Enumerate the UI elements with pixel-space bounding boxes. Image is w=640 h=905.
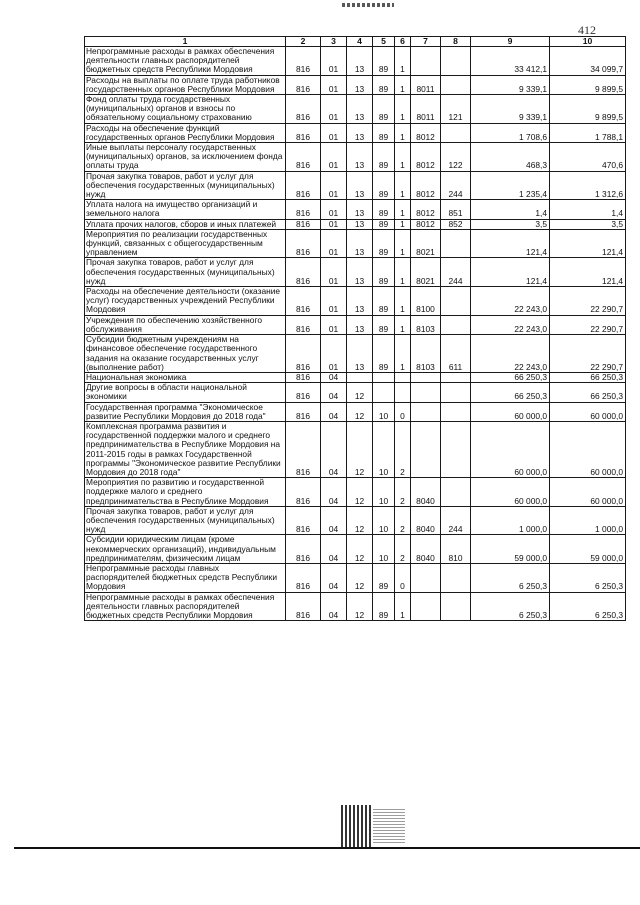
amount-year-2: 66 250,3 <box>550 372 626 382</box>
amount-year-1: 60 000,0 <box>471 478 550 507</box>
table-row <box>85 421 626 477</box>
table-header-row <box>85 37 626 47</box>
budget-code-target: 8103 <box>411 335 441 373</box>
budget-code-subsection: 13 <box>347 75 373 94</box>
amount-year-2: 60 000,0 <box>550 478 626 507</box>
row-description: Национальная экономика <box>85 372 286 382</box>
budget-code-expense-type <box>441 229 471 258</box>
amount-year-2: 470,6 <box>550 143 626 172</box>
budget-code-target <box>411 421 441 477</box>
budget-code-subsection: 13 <box>347 123 373 142</box>
amount-year-2: 9 899,5 <box>550 95 626 124</box>
budget-code-expense-type <box>441 402 471 421</box>
amount-year-2: 60 000,0 <box>550 402 626 421</box>
budget-code-expense-type: 852 <box>441 219 471 229</box>
budget-code-target: 8040 <box>411 478 441 507</box>
budget-code-subsection: 13 <box>347 335 373 373</box>
row-description: Субсидии юридическим лицам (кроме некоммерческих организаций), индивидуальным предпринимателям, физическим лицам <box>85 535 286 564</box>
budget-code-section: 04 <box>321 372 347 382</box>
budget-code-section: 01 <box>321 75 347 94</box>
col-header: 1 <box>85 37 286 47</box>
budget-code-chapter: 816 <box>286 372 321 382</box>
budget-code-expense-type <box>441 563 471 592</box>
budget-code-target: 8011 <box>411 75 441 94</box>
budget-code-chapter: 816 <box>286 335 321 373</box>
amount-year-2: 60 000,0 <box>550 421 626 477</box>
row-description: Учреждения по обеспечению хозяйственного обслуживания <box>85 315 286 334</box>
row-description: Другие вопросы в области национальной экономики <box>85 383 286 402</box>
budget-code-chapter: 816 <box>286 506 321 535</box>
budget-code-expense-type: 810 <box>441 535 471 564</box>
budget-code-chapter: 816 <box>286 592 321 621</box>
table-row <box>85 143 626 172</box>
row-description: Прочая закупка товаров, работ и услуг для обеспечения государственных (муниципальных) нужд <box>85 258 286 287</box>
scan-stamp-mark <box>341 805 406 847</box>
scan-top-mark <box>342 3 394 7</box>
budget-code-target <box>411 383 441 402</box>
budget-code-section: 01 <box>321 258 347 287</box>
budget-code-chapter: 816 <box>286 478 321 507</box>
table-row <box>85 287 626 316</box>
table-row <box>85 315 626 334</box>
amount-year-1: 22 243,0 <box>471 315 550 334</box>
budget-code-subprogram: 2 <box>395 478 411 507</box>
budget-code-subsection: 13 <box>347 315 373 334</box>
amount-year-1: 1 000,0 <box>471 506 550 535</box>
budget-code-expense-type <box>441 372 471 382</box>
budget-code-expense-type: 851 <box>441 200 471 219</box>
row-description: Уплата налога на имущество организаций и земельного налога <box>85 200 286 219</box>
budget-code-section: 01 <box>321 200 347 219</box>
budget-code-subprogram: 1 <box>395 171 411 200</box>
table-row <box>85 335 626 373</box>
budget-code-chapter: 816 <box>286 219 321 229</box>
budget-code-program: 10 <box>373 421 395 477</box>
budget-code-subprogram <box>395 383 411 402</box>
budget-code-chapter: 816 <box>286 75 321 94</box>
budget-code-target: 8011 <box>411 95 441 124</box>
budget-code-target: 8012 <box>411 171 441 200</box>
budget-code-expense-type: 611 <box>441 335 471 373</box>
budget-code-expense-type: 244 <box>441 171 471 200</box>
table-row <box>85 592 626 621</box>
budget-code-chapter: 816 <box>286 200 321 219</box>
col-header: 7 <box>411 37 441 47</box>
amount-year-2: 22 290,7 <box>550 335 626 373</box>
budget-code-section: 01 <box>321 335 347 373</box>
budget-code-section: 01 <box>321 171 347 200</box>
budget-code-program: 89 <box>373 75 395 94</box>
amount-year-2: 1 312,6 <box>550 171 626 200</box>
budget-code-section: 01 <box>321 143 347 172</box>
amount-year-1: 60 000,0 <box>471 421 550 477</box>
budget-code-target: 8040 <box>411 506 441 535</box>
table-row <box>85 95 626 124</box>
budget-code-subsection: 12 <box>347 383 373 402</box>
budget-code-chapter: 816 <box>286 258 321 287</box>
table-row <box>85 478 626 507</box>
budget-code-section: 01 <box>321 315 347 334</box>
budget-code-section: 04 <box>321 421 347 477</box>
row-description: Непрограммные расходы в рамках обеспечения деятельности главных распорядителей бюджетных средств Республики Мордовия <box>85 47 286 76</box>
row-description: Комплексная программа развития и государственной поддержки малого и среднего предпринимательства в Республике Мордовия на 2011-2015 годы в рамках Государственной программы "Экономическое развитие Республики Мордовия до 2018 года" <box>85 421 286 477</box>
budget-code-expense-type <box>441 47 471 76</box>
row-description: Прочая закупка товаров, работ и услуг для обеспечения государственных (муниципальных) нужд <box>85 506 286 535</box>
amount-year-1: 33 412,1 <box>471 47 550 76</box>
col-header: 5 <box>373 37 395 47</box>
col-header: 9 <box>471 37 550 47</box>
budget-code-subprogram: 0 <box>395 563 411 592</box>
amount-year-2: 1 000,0 <box>550 506 626 535</box>
budget-code-expense-type: 244 <box>441 506 471 535</box>
amount-year-1: 9 339,1 <box>471 95 550 124</box>
budget-code-target <box>411 372 441 382</box>
table-row <box>85 47 626 76</box>
amount-year-2: 6 250,3 <box>550 592 626 621</box>
budget-code-program: 89 <box>373 171 395 200</box>
amount-year-2: 59 000,0 <box>550 535 626 564</box>
amount-year-2: 121,4 <box>550 258 626 287</box>
budget-code-program: 89 <box>373 287 395 316</box>
budget-code-section: 04 <box>321 592 347 621</box>
budget-code-expense-type <box>441 421 471 477</box>
budget-code-subsection: 13 <box>347 47 373 76</box>
budget-code-program: 89 <box>373 47 395 76</box>
budget-code-subprogram: 1 <box>395 287 411 316</box>
budget-code-subsection: 12 <box>347 535 373 564</box>
budget-code-expense-type <box>441 383 471 402</box>
budget-code-target: 8100 <box>411 287 441 316</box>
budget-code-subsection: 13 <box>347 287 373 316</box>
budget-code-subsection: 13 <box>347 95 373 124</box>
row-description: Фонд оплаты труда государственных (муниципальных) органов и взносы по обязательному социальному страхованию <box>85 95 286 124</box>
amount-year-2: 1 788,1 <box>550 123 626 142</box>
row-description: Мероприятия по развитию и государственной поддержке малого и среднего предпринимательства в Республике Мордовия <box>85 478 286 507</box>
budget-code-chapter: 816 <box>286 315 321 334</box>
row-description: Расходы на обеспечение деятельности (оказание услуг) государственных учреждений Республики Мордовия <box>85 287 286 316</box>
budget-code-subsection: 13 <box>347 143 373 172</box>
page-number: 412 <box>578 23 596 37</box>
budget-code-section: 01 <box>321 219 347 229</box>
budget-code-subprogram: 1 <box>395 123 411 142</box>
budget-code-chapter: 816 <box>286 563 321 592</box>
budget-code-target <box>411 592 441 621</box>
budget-code-subprogram <box>395 372 411 382</box>
budget-code-expense-type: 244 <box>441 258 471 287</box>
budget-code-program: 10 <box>373 402 395 421</box>
budget-code-program: 89 <box>373 592 395 621</box>
budget-code-subsection: 13 <box>347 200 373 219</box>
budget-table <box>84 36 626 621</box>
amount-year-1: 1 235,4 <box>471 171 550 200</box>
budget-code-target: 8103 <box>411 315 441 334</box>
row-description: Уплата прочих налогов, сборов и иных платежей <box>85 219 286 229</box>
budget-code-subsection: 13 <box>347 229 373 258</box>
budget-code-program: 89 <box>373 229 395 258</box>
budget-code-program: 89 <box>373 315 395 334</box>
budget-code-program: 89 <box>373 95 395 124</box>
budget-code-program: 89 <box>373 143 395 172</box>
table-row <box>85 219 626 229</box>
amount-year-1: 66 250,3 <box>471 383 550 402</box>
budget-code-section: 01 <box>321 229 347 258</box>
col-header: 6 <box>395 37 411 47</box>
amount-year-2: 1,4 <box>550 200 626 219</box>
row-description: Мероприятия по реализации государственных функций, связанных с общегосударственным управлением <box>85 229 286 258</box>
amount-year-1: 3,5 <box>471 219 550 229</box>
table-row <box>85 258 626 287</box>
budget-code-program: 89 <box>373 258 395 287</box>
budget-code-chapter: 816 <box>286 402 321 421</box>
budget-code-subsection: 13 <box>347 258 373 287</box>
table-row <box>85 123 626 142</box>
budget-code-program: 89 <box>373 123 395 142</box>
amount-year-2: 34 099,7 <box>550 47 626 76</box>
budget-code-target: 8012 <box>411 219 441 229</box>
row-description: Прочая закупка товаров, работ и услуг для обеспечения государственных (муниципальных) нужд <box>85 171 286 200</box>
budget-code-program: 89 <box>373 219 395 229</box>
budget-code-subprogram: 1 <box>395 258 411 287</box>
budget-code-target: 8012 <box>411 143 441 172</box>
amount-year-2: 22 290,7 <box>550 287 626 316</box>
table-row <box>85 506 626 535</box>
table-row <box>85 372 626 382</box>
budget-code-chapter: 816 <box>286 421 321 477</box>
amount-year-2: 9 899,5 <box>550 75 626 94</box>
budget-code-section: 04 <box>321 402 347 421</box>
budget-code-target: 8021 <box>411 258 441 287</box>
row-description: Непрограммные расходы в рамках обеспечения деятельности главных распорядителей бюджетных средств Республики Мордовия <box>85 592 286 621</box>
budget-code-subprogram: 1 <box>395 219 411 229</box>
budget-code-section: 01 <box>321 123 347 142</box>
budget-code-chapter: 816 <box>286 143 321 172</box>
table-row <box>85 383 626 402</box>
budget-code-chapter: 816 <box>286 47 321 76</box>
amount-year-2: 22 290,7 <box>550 315 626 334</box>
budget-code-subsection: 12 <box>347 478 373 507</box>
row-description: Субсидии бюджетным учреждениям на финансовое обеспечение государственного задания на оказание государственных услуг (выполнение работ) <box>85 335 286 373</box>
table-row <box>85 402 626 421</box>
row-description: Иные выплаты персоналу государственных (муниципальных) органов, за исключением фонда оплаты труда <box>85 143 286 172</box>
budget-code-section: 04 <box>321 563 347 592</box>
budget-code-chapter: 816 <box>286 95 321 124</box>
budget-code-subsection: 13 <box>347 219 373 229</box>
row-description: Непрограммные расходы главных распорядителей бюджетных средств Республики Мордовия <box>85 563 286 592</box>
budget-code-program: 89 <box>373 200 395 219</box>
amount-year-2: 6 250,3 <box>550 563 626 592</box>
table-row <box>85 229 626 258</box>
budget-code-subprogram: 2 <box>395 535 411 564</box>
budget-code-program: 10 <box>373 535 395 564</box>
budget-code-subsection <box>347 372 373 382</box>
budget-code-program: 10 <box>373 478 395 507</box>
page-bottom-border <box>14 847 640 849</box>
budget-code-subprogram: 1 <box>395 335 411 373</box>
amount-year-1: 59 000,0 <box>471 535 550 564</box>
budget-code-section: 01 <box>321 287 347 316</box>
budget-code-subprogram: 1 <box>395 47 411 76</box>
amount-year-1: 6 250,3 <box>471 563 550 592</box>
budget-code-subsection: 12 <box>347 402 373 421</box>
budget-code-chapter: 816 <box>286 229 321 258</box>
amount-year-1: 66 250,3 <box>471 372 550 382</box>
budget-code-subprogram: 1 <box>395 200 411 219</box>
budget-code-subsection: 12 <box>347 506 373 535</box>
budget-code-program: 89 <box>373 563 395 592</box>
budget-code-program: 10 <box>373 506 395 535</box>
budget-code-chapter: 816 <box>286 287 321 316</box>
amount-year-2: 66 250,3 <box>550 383 626 402</box>
table-row <box>85 75 626 94</box>
amount-year-2: 121,4 <box>550 229 626 258</box>
amount-year-1: 1,4 <box>471 200 550 219</box>
amount-year-1: 60 000,0 <box>471 402 550 421</box>
budget-code-section: 04 <box>321 478 347 507</box>
table-row <box>85 171 626 200</box>
budget-code-subprogram: 1 <box>395 229 411 258</box>
budget-code-section: 04 <box>321 383 347 402</box>
amount-year-1: 121,4 <box>471 229 550 258</box>
budget-code-subsection: 12 <box>347 592 373 621</box>
amount-year-2: 3,5 <box>550 219 626 229</box>
amount-year-1: 9 339,1 <box>471 75 550 94</box>
budget-code-program <box>373 372 395 382</box>
budget-code-expense-type <box>441 287 471 316</box>
budget-code-section: 04 <box>321 535 347 564</box>
budget-code-target: 8040 <box>411 535 441 564</box>
budget-code-subprogram: 1 <box>395 143 411 172</box>
budget-code-section: 04 <box>321 506 347 535</box>
budget-code-program <box>373 383 395 402</box>
budget-code-subsection: 12 <box>347 563 373 592</box>
amount-year-1: 468,3 <box>471 143 550 172</box>
budget-code-subprogram: 0 <box>395 402 411 421</box>
row-description: Расходы на обеспечение функций государственных органов Республики Мордовия <box>85 123 286 142</box>
amount-year-1: 22 243,0 <box>471 287 550 316</box>
budget-code-subprogram: 2 <box>395 506 411 535</box>
budget-code-subsection: 12 <box>347 421 373 477</box>
budget-code-subprogram: 1 <box>395 95 411 124</box>
budget-code-section: 01 <box>321 47 347 76</box>
table-row <box>85 563 626 592</box>
budget-code-target <box>411 402 441 421</box>
budget-code-expense-type <box>441 315 471 334</box>
budget-code-target: 8021 <box>411 229 441 258</box>
col-header: 4 <box>347 37 373 47</box>
table-row <box>85 535 626 564</box>
budget-code-subprogram: 2 <box>395 421 411 477</box>
budget-code-expense-type <box>441 592 471 621</box>
row-description: Государственная программа "Экономическое развитие Республики Мордовия до 2018 года" <box>85 402 286 421</box>
budget-code-expense-type: 122 <box>441 143 471 172</box>
col-header: 8 <box>441 37 471 47</box>
budget-code-expense-type <box>441 478 471 507</box>
budget-code-chapter: 816 <box>286 123 321 142</box>
table-row <box>85 200 626 219</box>
amount-year-1: 1 708,6 <box>471 123 550 142</box>
budget-code-subprogram: 1 <box>395 315 411 334</box>
amount-year-1: 121,4 <box>471 258 550 287</box>
budget-code-expense-type: 121 <box>441 95 471 124</box>
budget-code-target <box>411 47 441 76</box>
budget-code-expense-type <box>441 123 471 142</box>
budget-code-expense-type <box>441 75 471 94</box>
budget-code-target: 8012 <box>411 123 441 142</box>
budget-code-section: 01 <box>321 95 347 124</box>
budget-code-chapter: 816 <box>286 383 321 402</box>
amount-year-1: 6 250,3 <box>471 592 550 621</box>
budget-code-subsection: 13 <box>347 171 373 200</box>
budget-code-subprogram: 1 <box>395 592 411 621</box>
budget-code-chapter: 816 <box>286 535 321 564</box>
amount-year-1: 22 243,0 <box>471 335 550 373</box>
budget-code-target <box>411 563 441 592</box>
col-header: 2 <box>286 37 321 47</box>
budget-code-chapter: 816 <box>286 171 321 200</box>
budget-code-target: 8012 <box>411 200 441 219</box>
row-description: Расходы на выплаты по оплате труда работников государственных органов Республики Мордовия <box>85 75 286 94</box>
col-header: 10 <box>550 37 626 47</box>
budget-code-program: 89 <box>373 335 395 373</box>
budget-code-subprogram: 1 <box>395 75 411 94</box>
col-header: 3 <box>321 37 347 47</box>
